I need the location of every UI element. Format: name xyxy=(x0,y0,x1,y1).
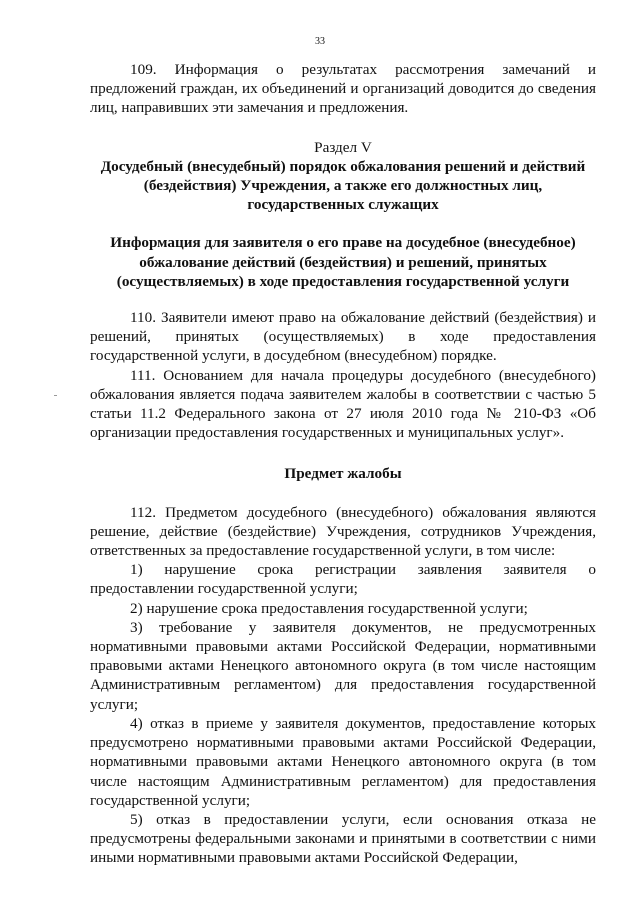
paragraph-112: 112. Предметом досудебного (внесудебного) обжалования являются решение, действие (бездействие) Учреждения, сотрудников Учреждения, ответственных за предоставление государственной услуги, в том числе: xyxy=(90,503,596,560)
list-item: 1) нарушение срока регистрации заявления заявителя о предоставлении государственной услуги; xyxy=(90,561,596,598)
list-item: 3) требование у заявителя документов, не предусмотренных нормативными правовыми актами Российской Федерации, нормативными правовыми актами Ненецкого автономного округа (в том числе настоящим Административным регламентом) для предоставления государственной услуги; xyxy=(90,618,596,713)
list-item: 4) отказ в приеме у заявителя документов, предоставление которых предусмотрено нормативными правовыми актами Российской Федерации, нормативными правовыми актами Ненецкого автономного округа (в том числе настоящим Административным регламентом) для предоставления государственной услуги; xyxy=(90,714,596,809)
paragraph-110: 110. Заявители имеют право на обжалование действий (бездействия) и решений, принятых (осуществляемых) в ходе предоставления государственной услуги, в досудебном (внесудебном) порядке. xyxy=(90,309,596,365)
subject-heading: Предмет жалобы xyxy=(284,465,402,483)
document-body xyxy=(90,60,596,868)
list-item: 5) отказ в предоставлении услуги, если основания отказа не предусмотрены федеральными законами и принятыми в соответствии с ними иными нормативными правовыми актами Российской Федерации, xyxy=(90,810,596,867)
scan-artifact xyxy=(54,395,57,396)
section-title: Досудебный (внесудебный) порядок обжалования решений и действий (бездействия) Учреждения, а также его должностных лиц, государственных служащих xyxy=(100,157,586,214)
paragraph-109: 109. Информация о результатах рассмотрения замечаний и предложений граждан, их объединений и организаций доводится до сведения лиц, направивших эти замечания и предложения. xyxy=(90,61,596,117)
page-number: 33 xyxy=(315,36,325,47)
info-heading: Информация для заявителя о его праве на досудебное (внесудебное) обжалование действий (бездействия) и решений, принятых (осуществляемых) в ходе предоставления государственной услуги xyxy=(110,234,576,290)
paragraph-111: 111. Основанием для начала процедуры досудебного (внесудебного) обжалования является подача заявителем жалобы в соответствии с частью 5 статьи 11.2 Федерального закона от 27 июля 2010 года № 210-ФЗ «Об организации предоставления государственных и муниципальных услуг». xyxy=(90,366,596,442)
list-item: 2) нарушение срока предоставления государственной услуги; xyxy=(130,599,528,617)
section-label: Раздел V xyxy=(314,138,372,156)
